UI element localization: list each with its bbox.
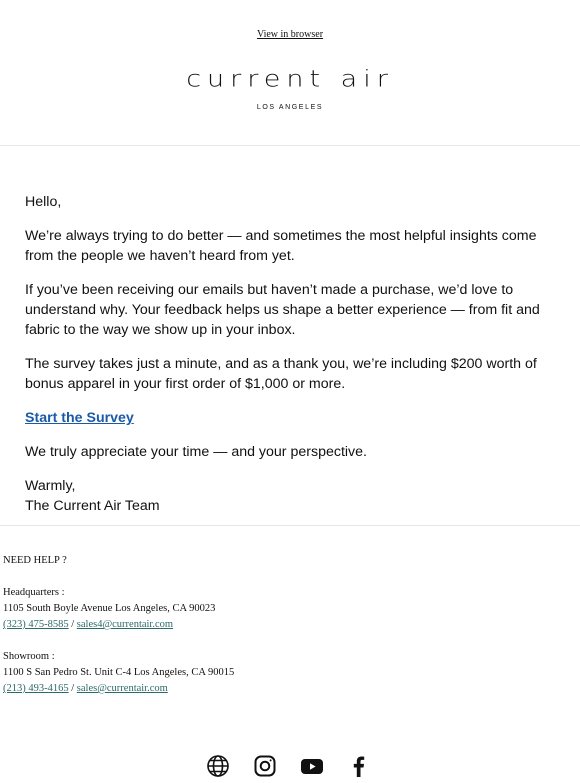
hq-email-link[interactable]: sales4@currentair.com xyxy=(76,619,174,630)
showroom-contacts xyxy=(3,681,563,697)
hq-label: Headquarters : xyxy=(3,587,65,598)
brand-logo[interactable]: current air xyxy=(186,66,394,93)
headquarters-block xyxy=(3,585,563,633)
footer xyxy=(3,553,563,713)
showroom-separator: / xyxy=(68,683,77,694)
paragraph-3: The survey takes just a minute, and as a thank you, we’re including $200 worth of bonus apparel in your first order of $1,000 or more. xyxy=(25,356,537,392)
hq-address: 1105 South Boyle Avenue Los Angeles, CA 90023 xyxy=(3,603,216,614)
greeting: Hello, xyxy=(25,194,62,210)
view-in-browser-link[interactable]: View in browser xyxy=(256,29,324,40)
paragraph-1: We’re always trying to do better — and sometimes the most helpful insights come from the people we haven’t heard from yet. xyxy=(25,228,537,264)
showroom-block xyxy=(3,649,563,697)
signature: The Current Air Team xyxy=(25,498,160,514)
footer-divider xyxy=(0,525,580,526)
signoff: Warmly, xyxy=(25,478,76,494)
showroom-email-link[interactable]: sales@currentair.com xyxy=(76,683,168,694)
header-divider xyxy=(0,145,580,146)
cta-wrapper xyxy=(25,408,560,428)
social-links xyxy=(206,754,371,778)
showroom-address: 1100 S San Pedro St. Unit C-4 Los Angeles, CA 90015 xyxy=(3,667,235,678)
youtube-icon[interactable] xyxy=(300,754,324,778)
showroom-label: Showroom : xyxy=(3,651,55,662)
showroom-phone-link[interactable]: (213) 493-4165 xyxy=(3,683,69,694)
hq-separator: / xyxy=(68,619,77,630)
instagram-icon[interactable] xyxy=(253,754,277,778)
brand-logo-subtitle: LOS ANGELES xyxy=(256,104,324,111)
globe-icon[interactable] xyxy=(206,754,230,778)
paragraph-4: We truly appreciate your time — and your perspective. xyxy=(25,444,367,460)
email-body xyxy=(25,192,560,530)
hq-contacts xyxy=(3,617,563,633)
paragraph-2: If you’ve been receiving our emails but haven’t made a purchase, we’d love to understand why. Your feedback helps us shape a better experience — from fit and fabric to the way we show up in your inbox. xyxy=(25,282,540,338)
hq-phone-link[interactable]: (323) 475-8585 xyxy=(3,619,69,630)
facebook-icon[interactable] xyxy=(347,754,371,778)
start-survey-link[interactable]: Start the Survey xyxy=(25,410,134,426)
need-help-heading: NEED HELP ? xyxy=(3,555,67,566)
